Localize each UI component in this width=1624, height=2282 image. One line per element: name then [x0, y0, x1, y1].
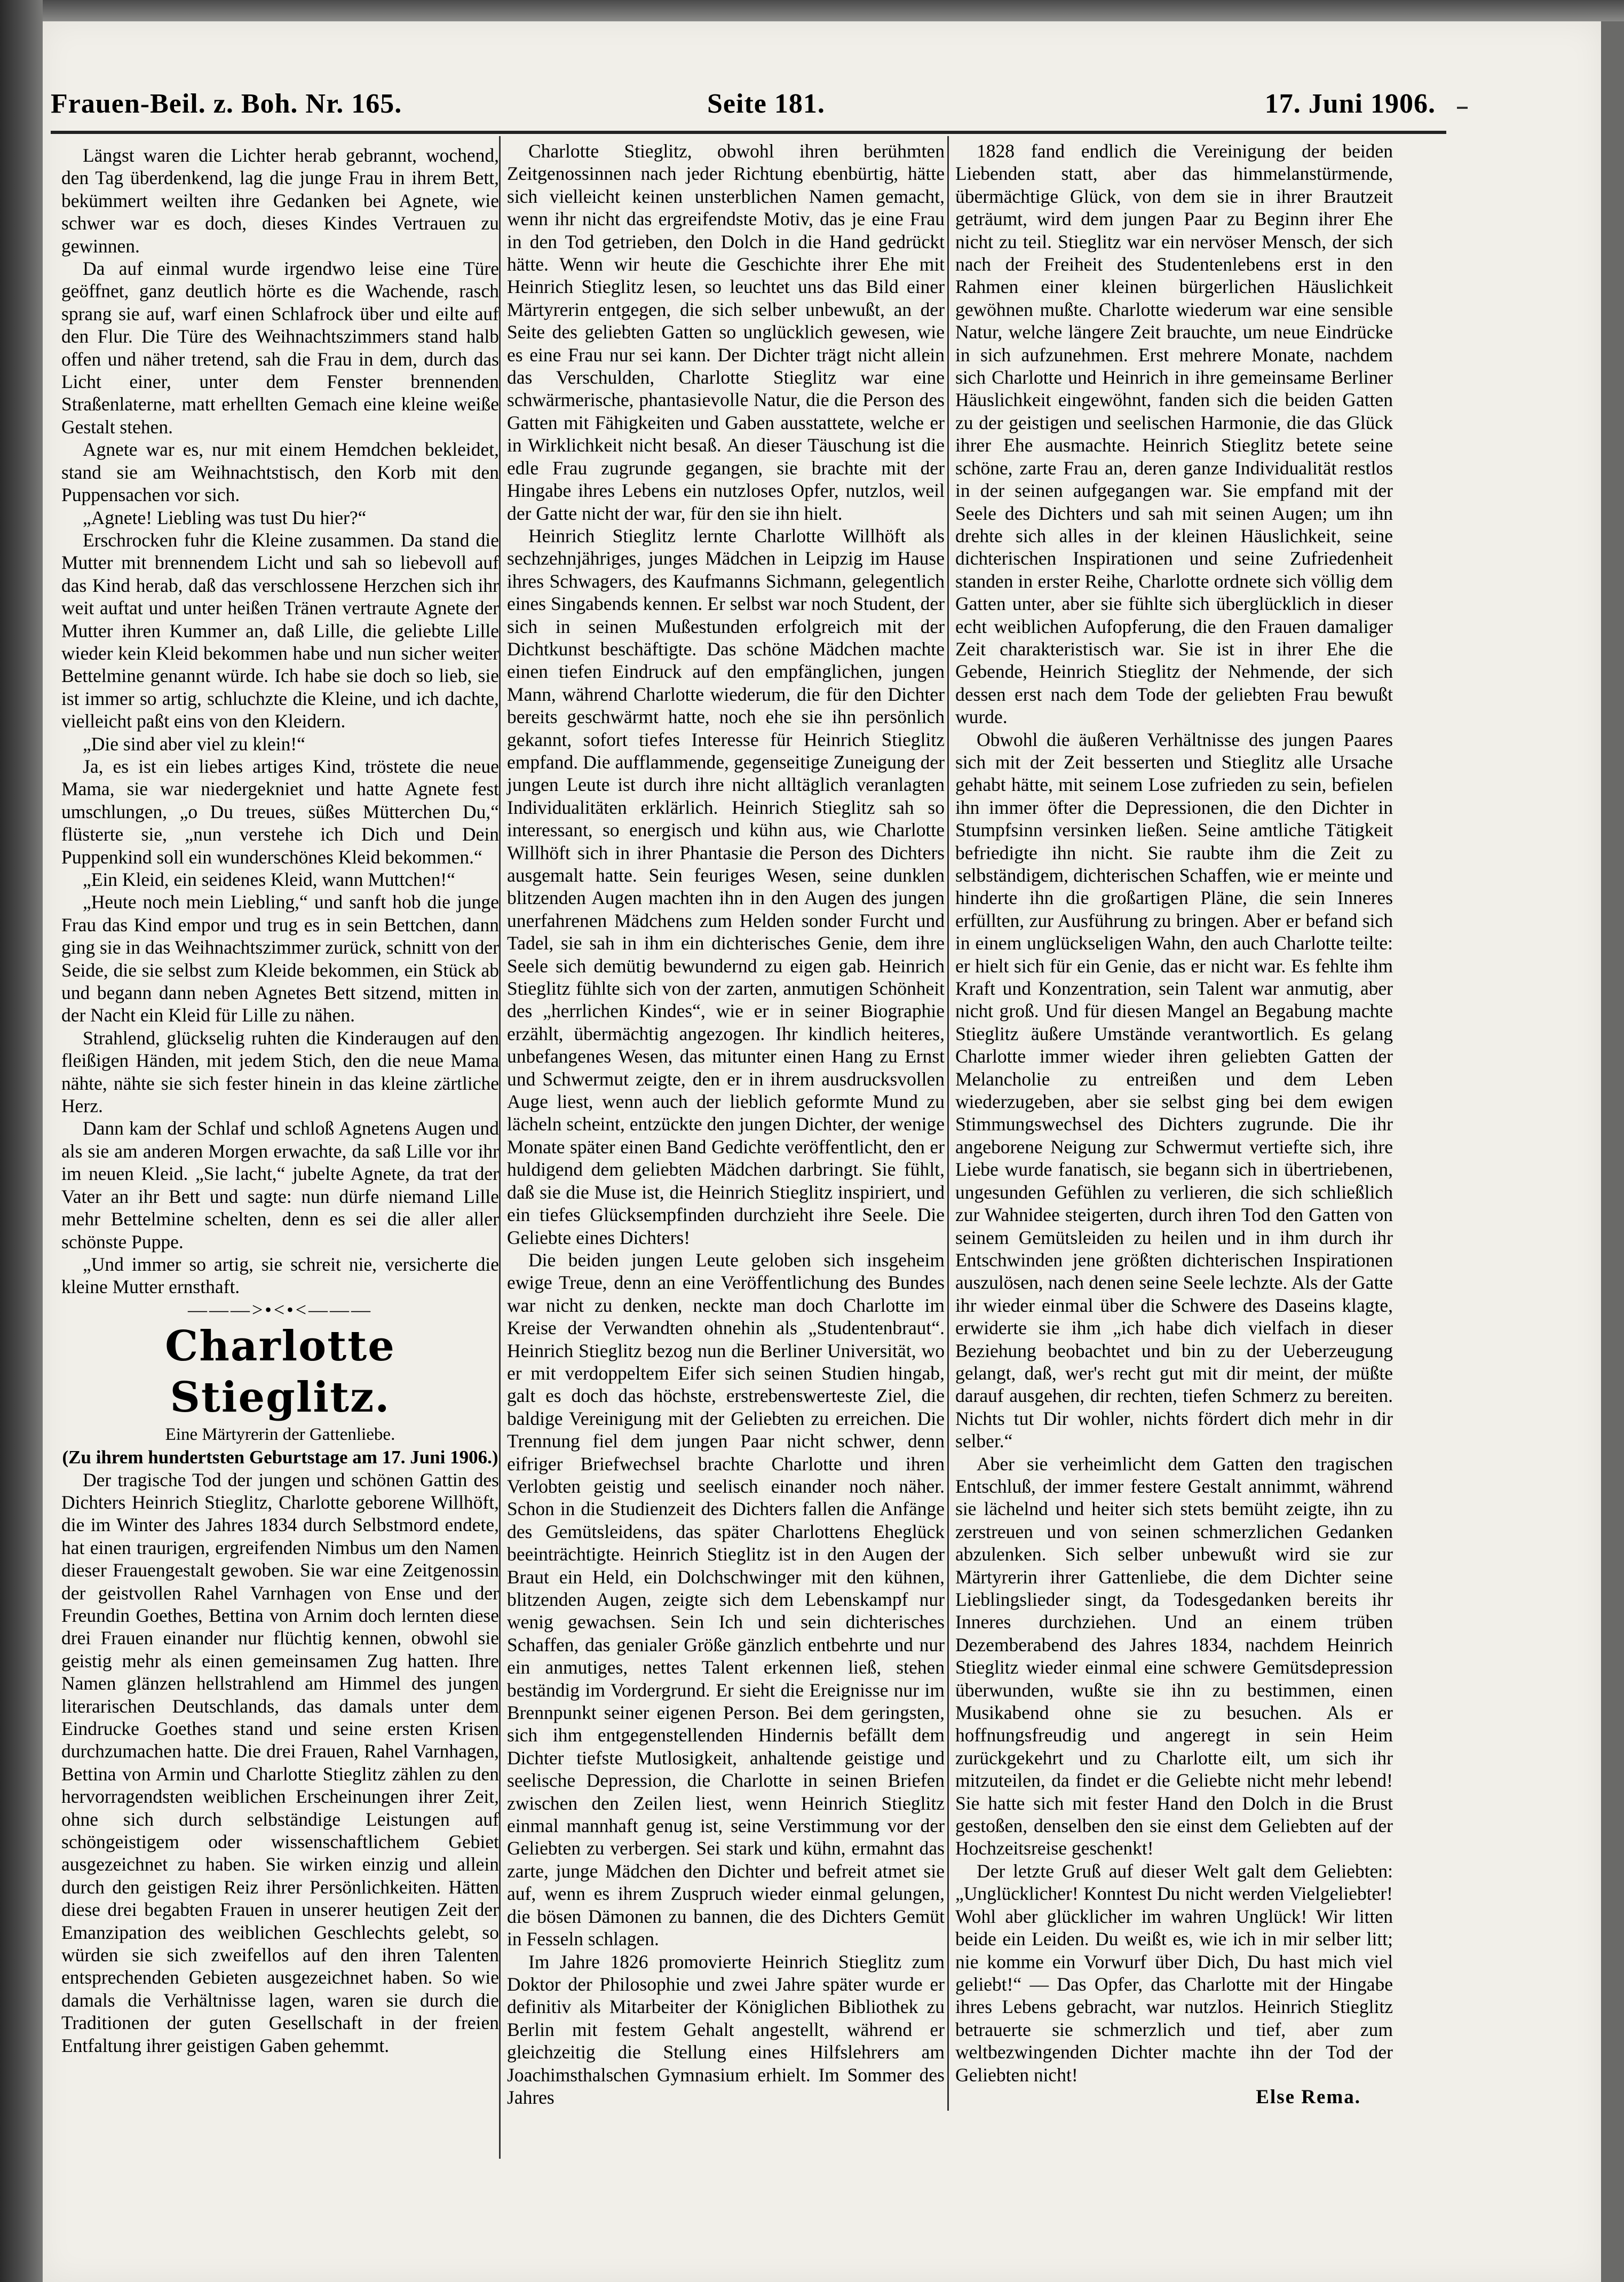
- section-ornament: ———>•<•<———: [187, 1298, 373, 1320]
- scan-binding-shadow: [0, 0, 43, 2282]
- article-paragraph: Die beiden jungen Leute geloben sich insgeheim ewige Treue, denn an eine Veröffentlichung des Bundes war nicht zu denken, neckte man doch Charlotte im Kreise der Verwandten ohnehin als „Studentenbraut“. Heinrich Stieglitz bezog nun die Berliner Universität, wo er mit verdoppeltem Eifer sich seinen Studien hingab, galt es doch das höchste, erstrebenswerteste Ziel, die baldige Vereinigung mit der Geliebten zu erreichen. Die Trennung fiel dem jungen Paar nicht schwer, denn eifriger Briefwechsel brachte Charlotte und ihren Verlobten geistig und seelisch einander noch näher. Schon in die Studienzeit des Dichters fallen die Anfänge des Gemütsleidens, das später Charlottens Eheglück beeinträchtigte. Heinrich Stieglitz ist in den Augen der Braut ein Held, ein Dolchschwinger mit den kühnen, blitzenden Augen, zeigte sich dem Lebenskampf nur wenig gewachsen. Sein Ich und sein dichterisches Schaffen, das genialer Größe gänzlich entbehrte und nur ein anmutiges, nettes Talent erkennen ließ, stehen beständig im Vordergrund. Er sieht die Ereignisse nur im Brennpunkt seiner eigenen Person. Bei dem geringsten, sich ihm entgegenstellenden Hindernis befällt dem Dichter tiefste Mutlosigkeit, anhaltende geistige und seelische Depression, die Charlotte in seinen Briefen zwischen den Zeilen liest, wenn Heinrich Stieglitz einmal mannhaft genug ist, seine Verstimmung vor der Geliebten zu verbergen. Sei stark und kühn, ermahnt das zarte, junge Mädchen den Dichter und befreit atmet sie auf, wenn es ihrem Zuspruch wieder einmal gelungen, die bösen Dämonen zu bannen, die des Dichters Gemüt in Fesseln schlagen.: [507, 1249, 945, 1950]
- column-1: [61, 144, 499, 2057]
- story-paragraph: Agnete war es, nur mit einem Hemdchen bekleidet, stand sie am Weihnachtstisch, den Korb mit den Puppensachen vor sich.: [61, 439, 499, 506]
- story-paragraph: „Agnete! Liebling was tust Du hier?“: [83, 506, 367, 528]
- article-paragraph: Der tragische Tod der jungen und schönen Gattin des Dichters Heinrich Stieglitz, Charlotte geborene Willhöft, die im Winter des Jahres 1834 durch Selbstmord endete, hat einen traurigen, ergreifenden Nimbus um den Namen dieser Frauengestalt gewoben. Sie war eine Zeitgenossin der geistvollen Rahel Varnhagen von Ense und der Freundin Goethes, Bettina von Arnim doch lernten diese drei Frauen einander nur flüchtig kennen, obwohl sie geistig mehr als einen gemeinsamen Zug hatten. Ihre Namen glänzen hellstrahlend am Himmel des jungen literarischen Deutschlands, das damals unter dem Eindrucke Goethes stand und seine ersten Krisen durchzumachen hatte. Die drei Frauen, Rahel Varnhagen, Bettina von Armin und Charlotte Stieglitz zählen zu den hervorragendsten weiblichen Erscheinungen ihrer Zeit, ohne sich durch selbständige Leistungen auf schöngeistigem oder wissenschaftlichem Gebiet ausgezeichnet zu haben. Sie wirken einzig und allein durch den geistigen Reiz ihrer Persönlichkeiten. Hätten diese drei begabten Frauen in unserer heutigen Zeit der Emanzipation des weiblichen Geschlechts gelebt, so würden sie sich zweifellos auf den ihren Talenten entsprechenden Gebieten ausgezeichnet haben. So wie damals die Verhältnisse lagen, waren sie durch die Traditionen der guten Gesellschaft in der freien Entfaltung ihrer geistigen Gaben gehemmt.: [61, 1469, 499, 2056]
- story-paragraph: Da auf einmal wurde irgendwo leise eine Türe geöffnet, ganz deutlich hörte es die Wachende, rasch sprang sie auf, warf einen Schlafrock über und eilte auf den Flur. Die Türe des Weihnachtszimmers stand halb offen und näher tretend, sah die Frau in dem, durch das Licht einer, unter dem Fenster brennenden Straßenlaterne, matt erhellten Gemach eine kleine weiße Gestalt stehen.: [61, 258, 499, 438]
- page-header: [51, 72, 1446, 134]
- scan-top-edge: [0, 0, 1624, 21]
- header-dash-mark: [1457, 107, 1468, 109]
- article-paragraph: 1828 fand endlich die Vereinigung der beiden Liebenden statt, aber das himmelanstürmende, übermächtige Glück, von dem sie in ihrer Brautzeit geträumt, wird dem jungen Paar zu Beginn ihrer Ehe nicht zu teil. Stieglitz war ein nervöser Mensch, der sich nach der Freiheit des Studentenlebens erst in den Rahmen einer kleinen bürgerlichen Häuslichkeit gewöhnen mußte. Charlotte wiederum war eine sensible Natur, welche längere Zeit brauchte, um neue Eindrücke in sich aufzunehmen. Erst mehrere Monate, nachdem sich Charlotte und Heinrich in ihre gemeinsame Berliner Häuslichkeit eingewöhnt, fanden sich die beiden Gatten zu der geistigen und seelischen Harmonie, die das Glück ihrer Ehe ausmachte. Heinrich Stieglitz betete seine schöne, zarte Frau an, deren ganze Individualität restlos in der seinen aufgegangen war. Sie empfand mit der Seele des Dichters und sah mit seinen Augen; um ihn drehte sich alles in der kleinen Häuslichkeit, seine dichterischen Inspirationen und seine Zufriedenheit standen in erster Reihe, Charlotte ordnete sich völlig dem Gatten unter, aber sie fühlte sich überglücklich in dieser echt weiblichen Aufopferung, die den Frauen damaliger Zeit charakteristisch war. Sie ist in ihrer Ehe die Gebende, Heinrich Stieglitz der Nehmende, der sich dessen erst nach dem Tode der geliebten Frau bewußt wurde.: [955, 140, 1393, 728]
- article-paragraph: Heinrich Stieglitz lernte Charlotte Willhöft als sechzehnjähriges, junges Mädchen in Leipzig im Hause ihres Schwagers, des Kaufmanns Sichmann, gelegentlich eines Singabends kennen. Er selbst war noch Student, der sich in seinen Mußestunden erfolgreich mit der Dichtkunst beschäftigte. Das schöne Mädchen machte einen tiefen Eindruck auf den empfänglichen, jungen Mann, während Charlotte wiederum, die für den Dichter bereits geschwärmt hatte, noch ehe sie ihn persönlich gekannt, sofort tiefes Interesse für Heinrich Stieglitz empfand. Die aufflammende, gegenseitige Zuneigung der jungen Leute ist durch ihre nicht alltäglich veranlagten Individualitäten erklärlich. Heinrich Stieglitz sah so interessant, so energisch und kühn aus, wie Charlotte Willhöft sich in ihrer Phantasie die Person des Dichters ausgemalt hatte. Sein feuriges Wesen, seine dunklen blitzenden Augen machten ihn in den Augen des jungen unerfahrenen Mädchens zum Helden sonder Furcht und Tadel, sie sah in ihm ein dichterisches Genie, dem ihre Seele sich demütig bewundernd zu eigen gab. Heinrich Stieglitz fühlte sich von der zarten, anmutigen Schönheit des „herrlichen Kindes“, wie er in seiner Biographie erzählt, übermächtig angezogen. Ihr kindlich heiteres, unbefangenes Wesen, das mitunter einen Hang zu Ernst und Schwermut zeigte, den er in ihrem ausdrucksvollen Auge liest, wenn auch der lieblich geformte Mund zu lächeln scheint, entzückte den jungen Dichter, der wenige Monate später einen Band Gedichte veröffentlicht, den er huldigend dem geliebten Mädchen darbringt. Sie fühlt, daß sie die Muse ist, die Heinrich Stieglitz inspiriert, und ein tiefes Glücksempfinden durchzieht ihre Seele. Die Geliebte eines Dichters!: [507, 525, 945, 1248]
- column-2: [507, 140, 945, 2109]
- article-author: Else Rema.: [1256, 2086, 1361, 2108]
- story-paragraph: Dann kam der Schlaf und schloß Agnetens Augen und als sie am anderen Morgen erwachte, da saß Lille vor ihr im neuen Kleid. „Sie lacht,“ jubelte Agnete, da trat der Vater an ihr Bett und sagte: nun dürfe niemand Lille mehr Bettelmine schelten, denn es sei die aller aller schönste Puppe.: [61, 1118, 499, 1253]
- article-paragraph: Obwohl die äußeren Verhältnisse des jungen Paares sich mit der Zeit besserten und Stieglitz alle Ursache gehabt hätte, mit seinem Lose zufrieden zu sein, befielen ihn immer öfter die Depressionen, die den Dichter in Stumpfsinn versinken ließen. Seine amtliche Tätigkeit befriedigte ihn nicht. Sie raubte ihm die Zeit zu selbständigem, dichterischen Schaffen, wie er meinte und hinderte ihn die großartigen Pläne, die sein Inneres erfüllten, zur Ausführung zu bringen. Aber er befand sich in einem unglückseligen Wahn, den auch Charlotte teilte: er hielt sich für ein Genie, das er nicht war. Es fehlte ihm Kraft und Konzentration, sein Talent war anmutig, aber nicht groß. Und für diesen Mangel an Begabung machte Stieglitz äußere Umstände verantwortlich. Es gelang Charlotte immer wieder ihren geliebten Gatten der Melancholie zu entreißen und dem Leben wiederzugeben, aber sie selbst ging bei dem ewigen Stimmungswechsel des Dichters zugrunde. Die ihr angeborene Neigung zur Schwermut vertiefte sich, ihre Liebe wurde fanatisch, sie begann sich in übertriebenen, ungesunden Gefühlen zu verlieren, die sich schließlich zur Wahnidee steigerten, durch ihren Tod den Gatten von seinem Gemütsleiden zu heilen und in ihm durch ihr Entschwinden jene größten dichterischen Inspirationen auszulösen, nach denen seine Seele lechzte. Als der Gatte ihr wieder einmal über die Schwere des Daseins klagte, erwiderte sie ihm „ich habe dich vielfach in dieser Beziehung beobachtet und bin zu der Ueberzeugung gelangt, daß, wer's recht gut mit dir meint, der müßte darauf ausgehen, dir rechten, tiefen Schmerz zu bereiten. Nichts tut Dir wohler, nichts fördert dich mehr in dir selber.“: [955, 728, 1393, 1452]
- article-paragraph: Charlotte Stieglitz, obwohl ihren berühmten Zeitgenossinnen nach jeder Richtung ebenbürtig, hätte sich vielleicht keinen unsterblichen Namen gemacht, wenn ihr nicht das ergreifendste Motiv, das je eine Frau in den Tod getrieben, den Dolch in die Hand gedrückt hätte. Wenn wir heute die Geschichte ihrer Ehe mit Heinrich Stieglitz lesen, so leuchtet uns das Bild einer Märtyrerin entgegen, die sich selber unbewußt, an der Seite des geliebten Gatten so unglücklich gewesen, wie es eine Frau nur sei kann. Der Dichter trägt nicht allein das Verschulden, Charlotte Stieglitz war eine schwärmerische, phantasievolle Natur, die die Person des Gatten mit Fähigkeiten und Gaben ausstattete, welche er in Wirklichkeit nicht besaß. An dieser Täuschung ist die edle Frau zugrunde gegangen, sie brachte mit der Hingabe ihres Lebens ein nutzloses Opfer, nutzlos, weil der Gatte nicht der war, für den sie ihn hielt.: [507, 140, 945, 524]
- story-paragraph: „Ein Kleid, ein seidenes Kleid, wann Muttchen!“: [83, 869, 455, 890]
- story-paragraph: Längst waren die Lichter herab gebrannt, wochend, den Tag überdenkend, lag die junge Frau in ihrem Bett, bekümmert weilten ihre Gedanken bei Agnete, wie schwer war es doch, dieses Kindes Vertrauen zu gewinnen.: [61, 145, 499, 257]
- header-page-number: Seite 181.: [707, 89, 825, 119]
- story-paragraph: Erschrocken fuhr die Kleine zusammen. Da stand die Mutter mit brennendem Licht und sah so liebevoll auf das Kind herab, daß das verschlossene Herzchen sich ihr weit auftat und unter heißen Tränen vertraute Agnete der Mutter ihren Kummer an, daß Lille, die geliebte Lille wieder kein Kleid bekommen habe und nun sicher weiter Bettelmine genannt würde. Ich habe sie doch so lieb, sie ist immer so artig, schluchzte die Kleine, und ich dachte, vielleicht paßt eins von den Kleidern.: [61, 529, 499, 732]
- article-paragraph: Aber sie verheimlicht dem Gatten den tragischen Entschluß, der immer festere Gestalt annimmt, während sie lächelnd und heiter sich stets bemüht zeigte, ihn zu zerstreuen und von seinen schmerzlichen Gedanken abzulenken. Sich selber unbewußt wird sie zur Märtyrerin ihrer Gattenliebe, die dem Dichter seine Lieblingslieder singt, da Todesgedanken bereits ihr Inneres durchziehen. Und an einem trüben Dezemberabend des Jahres 1834, nachdem Heinrich Stieglitz wieder einmal eine schwere Gemütsdepression überwunden, wußte sie ihn zu bestimmen, einen Musikabend ohne sie zu besuchen. Als er hoffnungsfreudig und angeregt in sein Heim zurückgekehrt und zu Charlotte eilt, um sich ihr mitzuteilen, da findet er die Geliebte nicht mehr lebend! Sie hatte sich mit fester Hand den Dolch in die Brust gestoßen, denselben den sie einst dem Geliebten auf der Hochzeitsreise geschenkt!: [955, 1453, 1393, 1859]
- story-paragraph: Strahlend, glückselig ruhten die Kinderaugen auf den fleißigen Händen, mit jedem Stich, den die neue Mama nähte, nähte sie sich fester hinein in das kleine zärtliche Herz.: [61, 1027, 499, 1117]
- story-paragraph: „Und immer so artig, sie schreit nie, versicherte die kleine Mutter ernsthaft.: [61, 1253, 499, 1298]
- article-occasion: (Zu ihrem hundertsten Geburtstage am 17. Juni 1906.): [62, 1446, 498, 1468]
- article-paragraph: Im Jahre 1826 promovierte Heinrich Stieglitz zum Doktor der Philosophie und zwei Jahre später wurde er definitiv als Mitarbeiter der Königlichen Bibliothek zu Berlin mit festem Gehalt angestellt, während er gleichzeitig die Stellung eines Hilfslehrers am Joachimsthalschen Gymnasium erhielt. Im Sommer des Jahres: [507, 1951, 945, 2108]
- article-subtitle: Eine Märtyrerin der Gattenliebe.: [165, 1425, 395, 1445]
- article-title: Charlotte Stieglitz.: [165, 1322, 395, 1422]
- article-paragraph: Der letzte Gruß auf dieser Welt galt dem Geliebten: „Unglücklicher! Konntest Du nicht werden Vielgeliebter! Wohl aber glücklicher im wahren Unglück! Wir litten beide ein Leiden. Du weißt es, wie ich in mir selber litt; nie komme ein Vorwurf über Dich, Du hast mich viel geliebt!“ — Das Opfer, das Charlotte mit der Hingabe ihres Lebens gebracht, war nutzlos. Heinrich Stieglitz betrauerte sie schmerzlich und tief, aber zum weltbezwingenden Dichter machte ihn der Tod der Geliebten nicht!: [955, 1860, 1393, 2086]
- header-publication: Frauen-Beil. z. Boh. Nr. 165.: [51, 89, 402, 119]
- column-rule-2: [947, 136, 949, 2111]
- story-paragraph: „Heute noch mein Liebling,“ und sanft hob die junge Frau das Kind empor und trug es in sein Bettchen, dann ging sie in das Weihnachtszimmer zurück, schnitt von der Seide, die sie selbst zum Kleide bekommen, ein Stück ab und begann dann neben Agnetes Bett sitzend, mitten in der Nacht ein Kleid für Lille zu nähen.: [61, 891, 499, 1026]
- column-3: [955, 140, 1393, 2109]
- column-rule-1: [499, 136, 501, 2159]
- story-paragraph: Ja, es ist ein liebes artiges Kind, tröstete die neue Mama, sie war niedergekniet und hatte Agnete fest umschlungen, „o Du treues, süßes Mütterchen Du,“ flüsterte sie, „nun verstehe ich Dich und Dein Puppenkind soll ein wunderschönes Kleid bekommen.“: [61, 755, 499, 868]
- story-paragraph: „Die sind aber viel zu klein!“: [83, 733, 305, 755]
- header-date: 17. Juni 1906.: [1264, 89, 1436, 119]
